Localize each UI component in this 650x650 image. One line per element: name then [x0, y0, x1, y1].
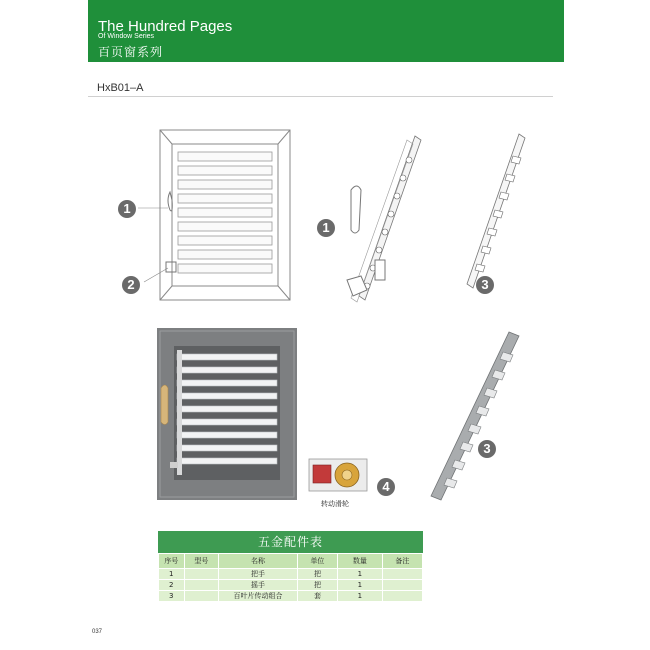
header-title: The Hundred Pages [98, 18, 233, 35]
pulley-caption: 转动滑轮 [321, 500, 349, 508]
callout-4-pulley: 4 [377, 478, 395, 496]
callout-2-crank: 2 [122, 276, 140, 294]
col-header-qty: 数量 [338, 554, 383, 569]
cell-name: 把手 [219, 569, 298, 580]
linkage-bar-photo [425, 328, 525, 503]
cell-qty: 1 [338, 580, 383, 591]
window-photo [157, 328, 297, 500]
header-banner [88, 0, 564, 62]
col-header-name: 名称 [219, 554, 298, 569]
cell-unit: 套 [297, 591, 337, 602]
cell-index: 1 [159, 569, 185, 580]
operator-assembly-drawing [335, 130, 440, 315]
cell-index: 2 [159, 580, 185, 591]
parts-table-grid [158, 553, 423, 602]
header-title-cn: 百页窗系列 [98, 45, 164, 59]
cell-index: 3 [159, 591, 185, 602]
pulley-photo [307, 455, 369, 495]
table-row [159, 591, 423, 602]
cell-remark [382, 580, 422, 591]
cell-qty: 1 [338, 569, 383, 580]
callout-1-handle-detail: 1 [317, 219, 335, 237]
divider [88, 96, 553, 97]
cell-unit: 把 [297, 569, 337, 580]
cell-model [184, 591, 219, 602]
cell-unit: 把 [297, 580, 337, 591]
cell-model [184, 569, 219, 580]
table-row [159, 569, 423, 580]
table-header-row [159, 554, 423, 569]
callout-3-linkage-photo: 3 [478, 440, 496, 458]
cell-name: 百叶片传动组合 [219, 591, 298, 602]
col-header-index: 序号 [159, 554, 185, 569]
parts-table [158, 531, 423, 602]
callout-3-linkage: 3 [476, 276, 494, 294]
page-number: 037 [92, 629, 103, 635]
cell-remark [382, 569, 422, 580]
header-subtitle: Of Window Series [98, 33, 155, 40]
cell-remark [382, 591, 422, 602]
linkage-bar-drawing [455, 130, 535, 295]
table-row [159, 580, 423, 591]
col-header-model: 型号 [184, 554, 219, 569]
col-header-unit: 单位 [297, 554, 337, 569]
parts-table-title: 五金配件表 [158, 531, 423, 553]
cell-model [184, 580, 219, 591]
callout-1-handle: 1 [118, 200, 136, 218]
col-header-remark: 备注 [382, 554, 422, 569]
window-line-drawing [150, 128, 300, 303]
cell-qty: 1 [338, 591, 383, 602]
cell-name: 摇手 [219, 580, 298, 591]
model-code: HxB01–A [97, 82, 144, 94]
